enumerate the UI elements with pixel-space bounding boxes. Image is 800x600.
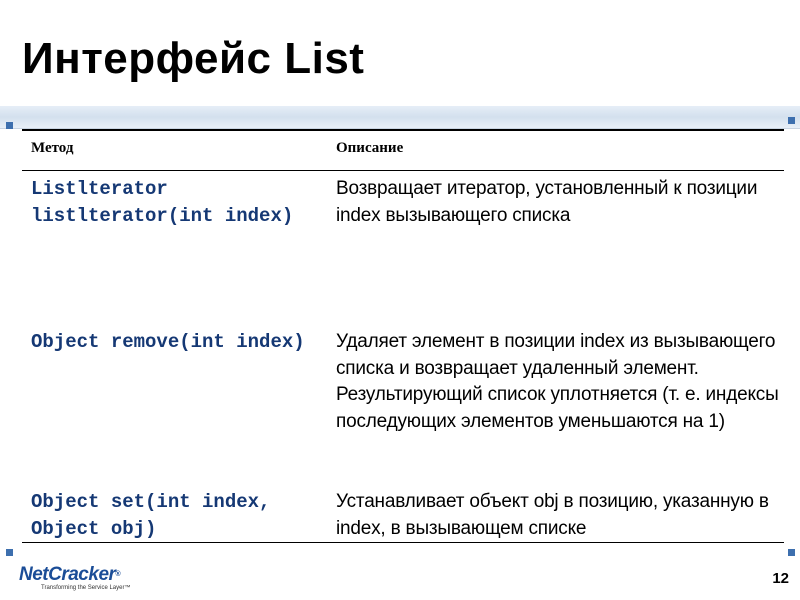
slide-title: Интерфейс List — [22, 34, 365, 83]
netcracker-logo — [19, 565, 130, 591]
title-underline-bar — [0, 106, 800, 128]
table-row — [22, 487, 784, 543]
decor-square-top-right — [788, 117, 795, 124]
table-row — [22, 327, 784, 487]
method-signature: Object set(int index, Object obj) — [31, 491, 271, 540]
methods-table — [22, 129, 784, 543]
logo-name-part2: Cracker — [48, 564, 116, 585]
table-row — [22, 171, 784, 328]
page-number: 12 — [772, 570, 789, 587]
method-signature: Listlterator listlterator(int index) — [31, 178, 294, 227]
method-description: Возвращает итератор, установленный к позиции index вызывающего списка — [336, 178, 758, 226]
table-header-row — [22, 130, 784, 171]
logo-registered-mark: ® — [115, 571, 121, 578]
decor-square-bottom-left — [6, 549, 13, 556]
logo-name-part1: Net — [19, 564, 49, 585]
decor-square-bottom-right — [788, 549, 795, 556]
decor-square-top-left — [6, 122, 13, 129]
logo-tagline: Transforming the Service Layer™ — [41, 585, 131, 591]
column-header-description: Описание — [336, 140, 404, 156]
column-header-method: Метод — [31, 140, 74, 156]
method-description: Устанавливает объект obj в позицию, указанную в index, в вызывающем списке — [336, 491, 769, 539]
method-signature: Object remove(int index) — [31, 331, 305, 353]
method-description: Удаляет элемент в позиции index из вызывающего списка и возвращает удаленный элемент. Результирующий список уплотняется (т. е. индексы последующих элементов уменьшаются на 1) — [336, 331, 779, 432]
